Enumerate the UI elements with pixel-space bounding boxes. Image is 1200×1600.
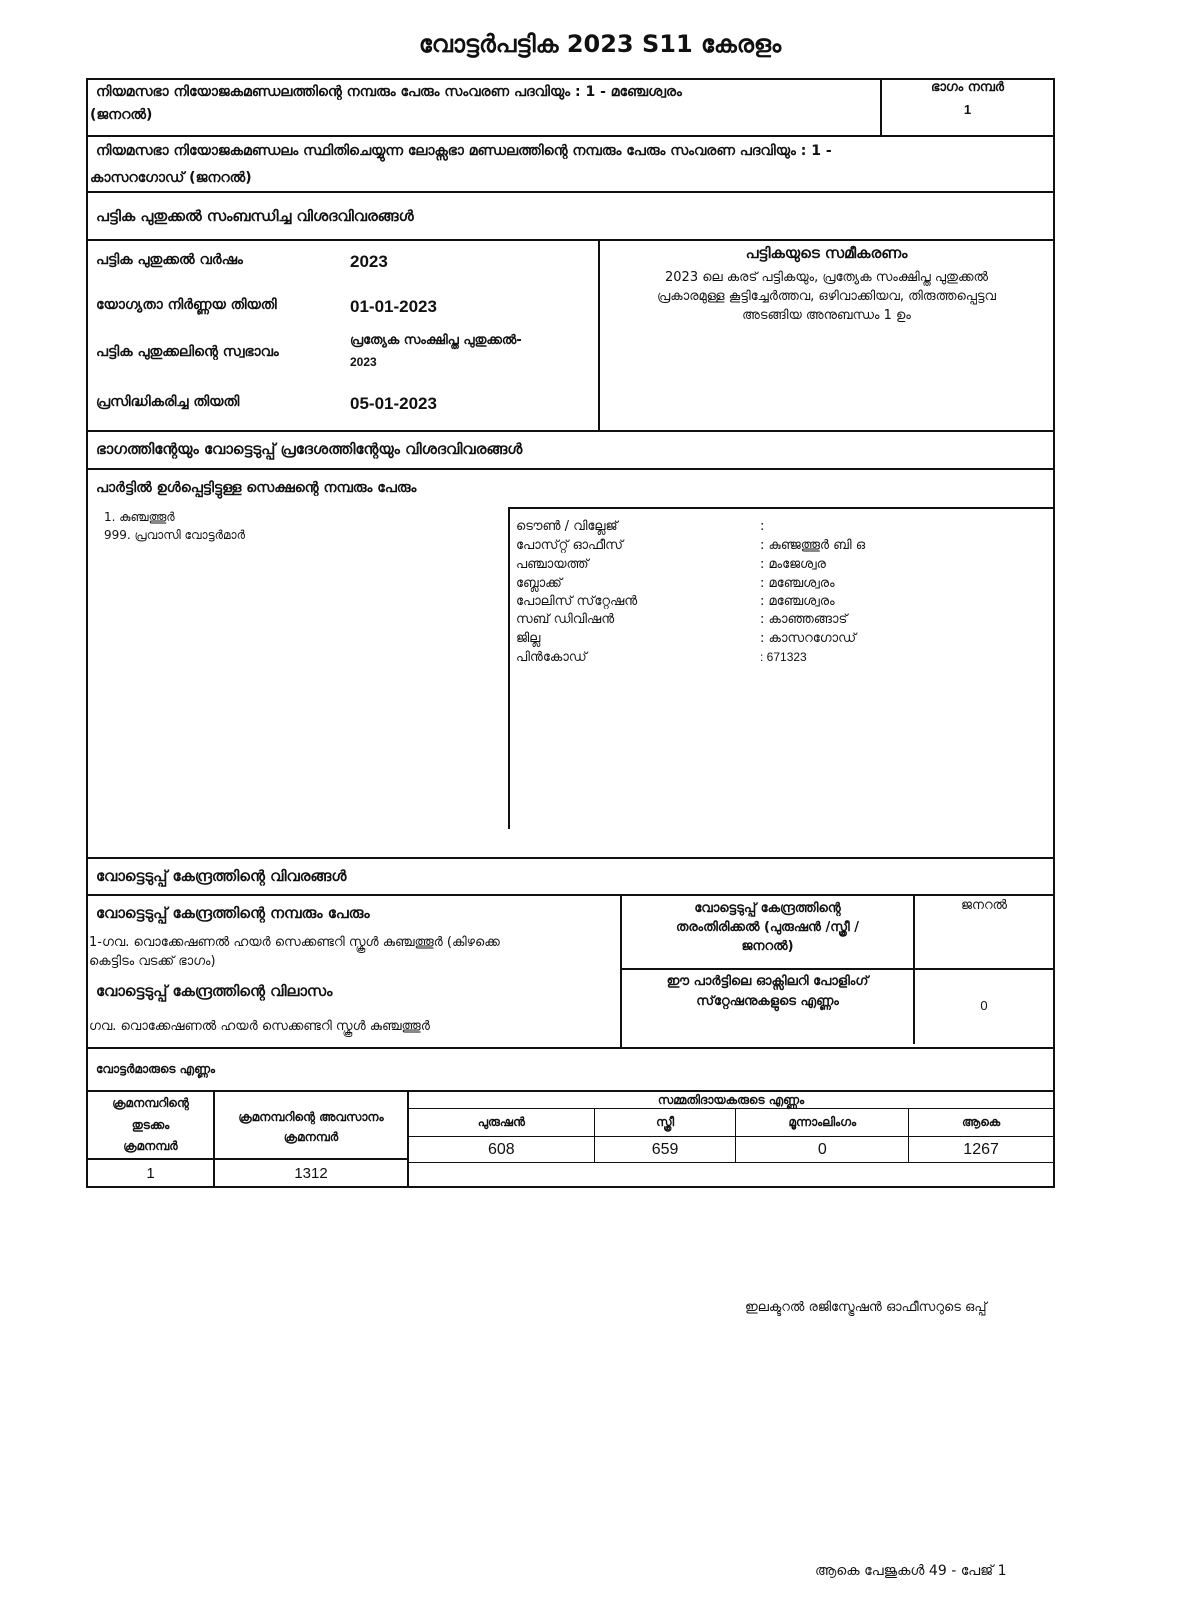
divider xyxy=(508,507,1055,509)
location-value-district: : കാസറഗോഡ് xyxy=(760,631,857,646)
loksabha-constituency-value: കാസറഗോഡ് (ജനറൽ) xyxy=(90,170,252,186)
summary-line: അടങ്ങിയ അനുബന്ധം 1 ഉം xyxy=(742,308,911,323)
revision-type-label: പട്ടിക പുതുക്കലിന്റെ സ്വഭാവം xyxy=(96,344,279,360)
location-label-panchayat: പഞ്ചായത്ത് xyxy=(516,557,589,572)
location-label-police-station: പോലിസ് സ്‌റ്റേഷൻ xyxy=(516,594,638,609)
electors-count-header: സമ്മതിദായകരുടെ എണ്ണം xyxy=(409,1092,1054,1109)
location-value-town: : xyxy=(760,519,765,534)
polling-station-address-label: വോട്ടെടുപ്പ് കേന്ദ്രത്തിന്റെ വിലാസം xyxy=(96,982,333,1000)
publication-date-label: പ്രസിദ്ധികരിച്ച തിയതി xyxy=(96,394,240,410)
summary-line: 2023 ലെ കരട് പട്ടികയും, പ്രത്യേക സംക്ഷിപ്ത പുതുക്കൽ xyxy=(665,270,988,285)
section-item: 999. പ്രവാസി വോട്ടർമാർ xyxy=(104,528,246,542)
station-type-value: ജനറൽ xyxy=(960,898,1008,913)
ero-signature-label: ഇലക്ടറൽ രജിസ്ട്രേഷൻ ഓഫീസറുടെ ഒപ്പ് xyxy=(745,1300,987,1315)
divider xyxy=(86,239,1055,241)
divider xyxy=(598,239,600,431)
location-label-town: ടൌൺ / വില്ലേജ് xyxy=(516,519,618,534)
polling-station-title: വോട്ടെടുപ്പ് കേന്ദ്രത്തിന്റെ വിവരങ്ങൾ xyxy=(96,867,347,885)
section-item: 1. കുഞ്ചത്തൂർ xyxy=(104,510,175,524)
polling-station-name-line: കെട്ടിടം വടക്ക് ഭാഗം) xyxy=(89,954,216,969)
revision-type-value-year: 2023 xyxy=(350,355,377,369)
qualifying-date-label: യോഗ്യതാ നിർണ്ണയ തിയതി xyxy=(96,297,277,313)
end-serial-value: 1312 xyxy=(294,1165,328,1182)
column-male: പുരുഷൻ xyxy=(409,1109,595,1137)
divider xyxy=(86,468,1055,470)
divider xyxy=(508,507,510,829)
revision-year-value: 2023 xyxy=(350,252,388,271)
assembly-reservation: (ജനറൽ) xyxy=(90,107,153,123)
start-serial-label: ക്രമനമ്പറിന്റെ xyxy=(112,1096,189,1110)
station-type-label: തരംതിരിക്കൽ (പുരുഷൻ /സ്ത്രീ / xyxy=(675,920,860,935)
electors-title: വോട്ടർമാരുടെ എണ്ണം xyxy=(96,1062,216,1076)
revision-year-label: പട്ടിക പുതുക്കൽ വർഷം xyxy=(96,252,243,268)
location-value-panchayat: : മംജേശ്വര xyxy=(760,557,826,572)
start-serial-value: 1 xyxy=(146,1165,155,1182)
divider xyxy=(620,894,622,1048)
divider xyxy=(620,968,1055,970)
qualifying-date-value: 01-01-2023 xyxy=(350,297,437,316)
column-third-gender: മൂന്നാംലിംഗം xyxy=(736,1109,909,1137)
location-value-block: : മഞ്ചേശ്വരം xyxy=(760,576,835,591)
count-third-gender: 0 xyxy=(736,1137,909,1163)
column-total: ആകെ xyxy=(909,1109,1054,1137)
part-number-label: ഭാഗം നമ്പർ xyxy=(930,80,1005,95)
location-value-pincode: : 671323 xyxy=(760,650,807,664)
location-label-post-office: പോസ്‌റ്റ് ഓഫീസ് xyxy=(516,538,623,553)
location-value-police-station: : മഞ്ചേശ്വരം xyxy=(760,594,835,609)
location-value-subdivision: : കാഞ്ഞങ്ങാട് xyxy=(760,612,848,627)
polling-station-name-label: വോട്ടെടുപ്പ് കേന്ദ്രത്തിന്റെ നമ്പരും പേരും xyxy=(96,904,370,922)
part-details-title: ഭാഗത്തിന്റേയും വോട്ടെടുപ്പ് പ്രദേശത്തിന്റേയും വിശദവിവരങ്ങൾ xyxy=(96,440,523,458)
page-info: ആകെ പേജുകൾ 49 - പേജ് 1 xyxy=(815,1563,1007,1579)
column-female: സ്ത്രീ xyxy=(594,1109,736,1137)
revision-type-value: പ്രത്യേക സംക്ഷിപ്ത പുതുക്കൽ- xyxy=(350,333,522,348)
count-male: 608 xyxy=(409,1137,595,1163)
location-label-subdivision: സബ് ഡിവിഷൻ xyxy=(516,612,615,627)
polling-station-address-value: ഗവ. വൊക്കേഷണൽ ഹയർ സെക്കണ്ടറി സ്കൂൾ കുഞ്ചത്തൂർ xyxy=(89,1019,430,1034)
auxiliary-stations-label: ഈ പാർട്ടിലെ ഓക്സിലറി പോളിംഗ് xyxy=(666,974,869,989)
location-label-pincode: പിൻകോഡ് xyxy=(516,650,587,665)
divider xyxy=(86,894,1055,896)
divider xyxy=(86,1186,1055,1188)
assembly-constituency-label: നിയമസഭാ നിയോജകമണ്ഡലത്തിന്റെ നമ്പരും പേരും സംവരണ പദവിയും : 1 - മഞ്ചേശ്വരം xyxy=(96,84,682,100)
publication-date-value: 05-01-2023 xyxy=(350,394,437,413)
electors-count-table xyxy=(408,1091,1054,1163)
location-label-block: ബ്ലോക്ക് xyxy=(516,576,562,591)
summary-line: പ്രകാരമുള്ള കൂട്ടിച്ചേർത്തവ, ഒഴിവാക്കിയവ, തിരുത്തപ്പെട്ടവ xyxy=(657,289,996,304)
document-title: വോട്ടർപട്ടിക 2023 S11 കേരളം xyxy=(418,30,782,58)
part-number-value: 1 xyxy=(963,102,972,117)
revision-section-title: പട്ടിക പുതുക്കൽ സംബന്ധിച്ച വിശദവിവരങ്ങൾ xyxy=(96,207,414,225)
end-serial-label: ക്രമനമ്പറിന്റെ അവസാനം xyxy=(238,1110,384,1124)
divider xyxy=(86,1158,408,1160)
end-serial-label: ക്രമനമ്പർ xyxy=(283,1130,339,1144)
frame-right xyxy=(1053,78,1055,1188)
station-type-label: വോട്ടെടുപ്പ് കേന്ദ്രത്തിന്റെ xyxy=(694,901,841,916)
station-type-label: ജനറൽ) xyxy=(741,939,794,954)
summary-title: പട്ടികയുടെ സമീകരണം xyxy=(745,244,908,262)
loksabha-constituency-label: നിയമസഭാ നിയോജകമണ്ഡലം സ്ഥിതിചെയ്യുന്ന ലോക്സഭാ മണ്ഡലത്തിന്റെ നമ്പരും പേരും സംവരണ പദവിയും : 1 - xyxy=(96,143,832,159)
auxiliary-stations-value: 0 xyxy=(980,998,988,1013)
divider xyxy=(86,430,1055,432)
divider xyxy=(86,857,1055,859)
divider xyxy=(86,1047,1055,1049)
location-label-district: ജില്ല xyxy=(516,631,541,646)
divider xyxy=(86,191,1055,193)
location-value-post-office: : കുഞ്ജത്തൂർ ബി ഒ xyxy=(760,538,866,553)
auxiliary-stations-label: സ്‌റ്റേഷനുകളുടെ എണ്ണം xyxy=(696,994,839,1009)
start-serial-label: തുടക്കം xyxy=(131,1118,170,1132)
divider xyxy=(86,135,1055,137)
frame-left xyxy=(86,78,88,1188)
sections-title: പാർട്ടിൽ ഉൾപ്പെട്ടിട്ടുള്ള സെക്ഷന്റെ നമ്പരും പേരും xyxy=(96,480,417,496)
start-serial-label: ക്രമനമ്പർ xyxy=(123,1139,178,1153)
count-total: 1267 xyxy=(909,1137,1054,1163)
count-female: 659 xyxy=(594,1137,736,1163)
polling-station-name-line: 1-ഗവ. വൊക്കേഷണൽ ഹയർ സെക്കണ്ടറി സ്കൂൾ കുഞ്ചത്തൂർ (കിഴക്കെ xyxy=(89,935,500,950)
